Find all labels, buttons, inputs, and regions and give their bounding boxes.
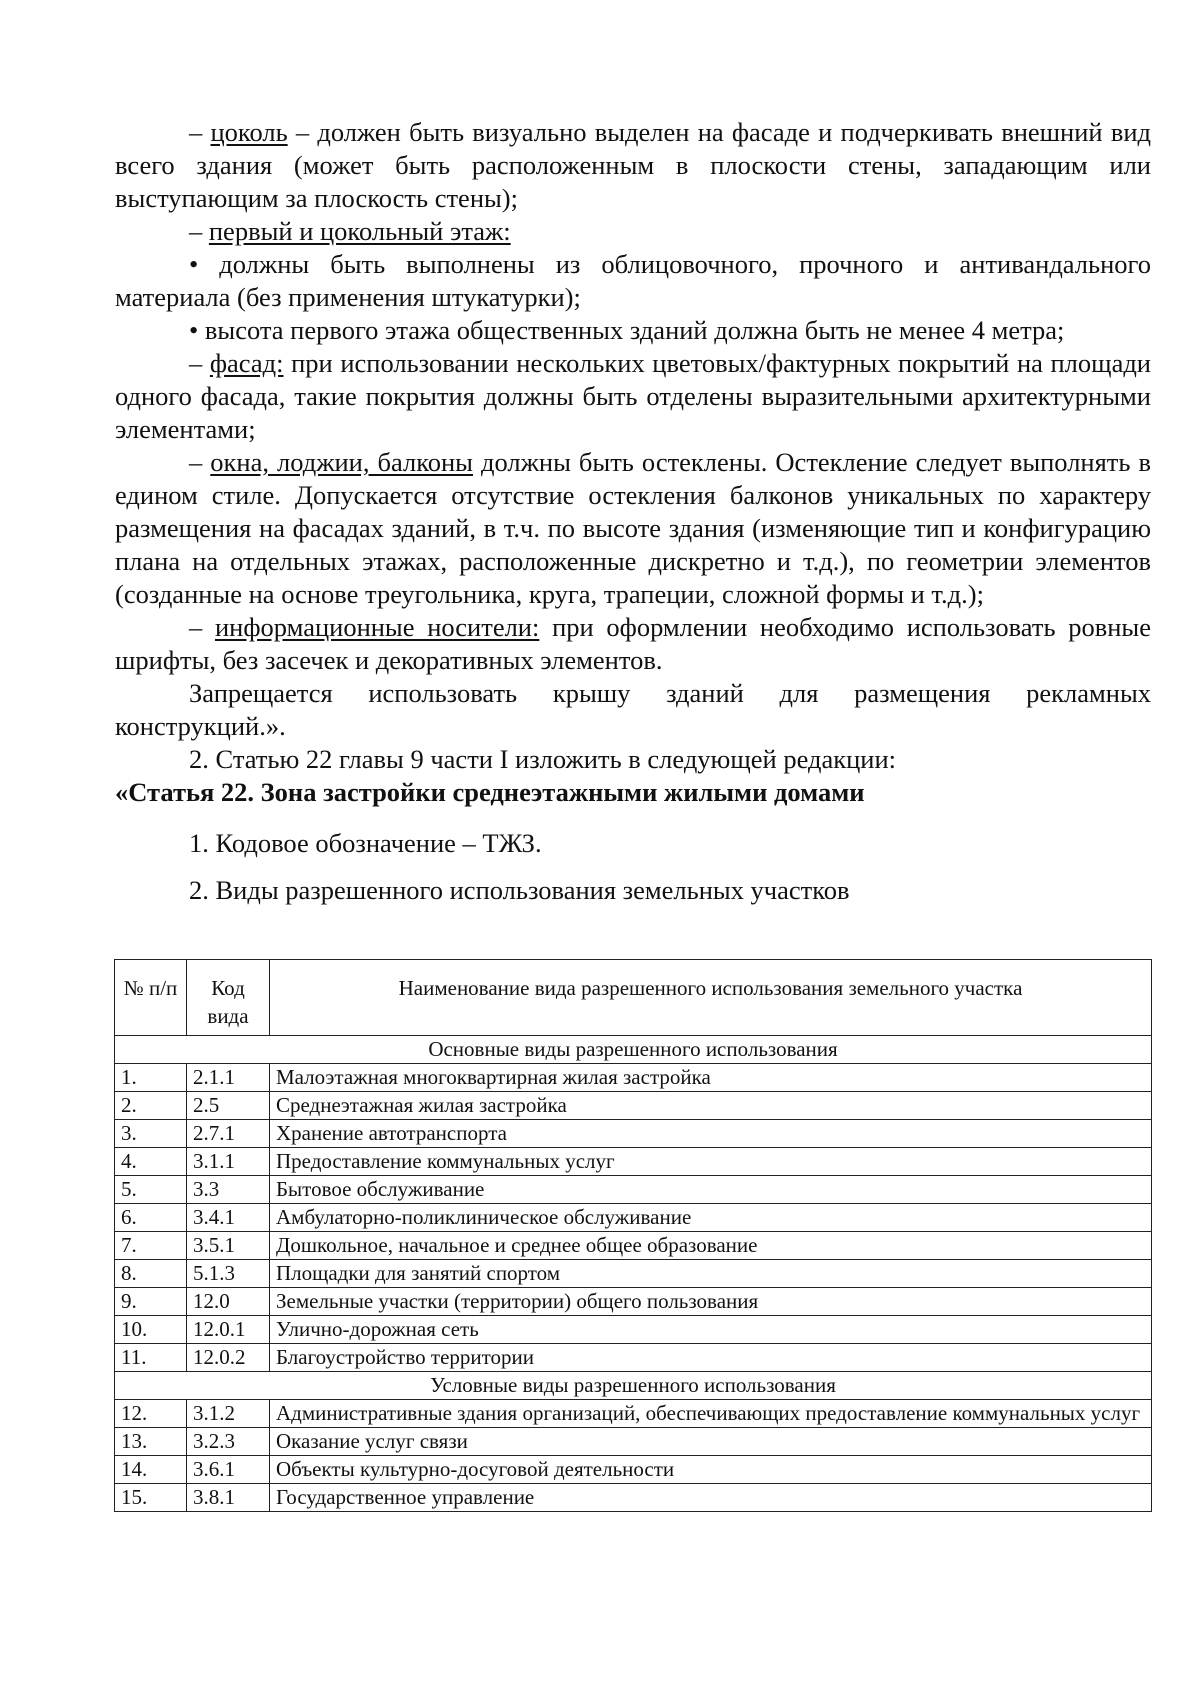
table-row	[115, 1316, 1152, 1344]
table-row	[115, 1260, 1152, 1288]
table-row	[115, 1344, 1152, 1372]
paragraph-plinth	[115, 116, 1151, 215]
permitted-use-table	[114, 959, 1152, 1512]
dash: –	[189, 447, 211, 477]
cell-number: 12.	[115, 1400, 187, 1428]
table-row	[115, 1484, 1152, 1512]
cell-code: 12.0	[187, 1288, 270, 1316]
cell-code: 12.0.1	[187, 1316, 270, 1344]
cell-name: Амбулаторно-поликлиническое обслуживание	[270, 1204, 1152, 1232]
section-title-main: Основные виды разрешенного использования	[115, 1036, 1152, 1064]
cell-code: 3.1.1	[187, 1148, 270, 1176]
paragraph-roof-ban: Запрещается использовать крышу зданий для размещения рекламных конструкций.».	[115, 678, 1151, 741]
paragraph-info-carriers	[115, 611, 1151, 677]
cell-number: 15.	[115, 1484, 187, 1512]
cell-name: Хранение автотранспорта	[270, 1120, 1152, 1148]
bullet-floor-height: • высота первого этажа общественных зданий должна быть не менее 4 метра;	[189, 315, 1065, 345]
cell-name: Государственное управление	[270, 1484, 1152, 1512]
cell-name: Дошкольное, начальное и среднее общее образование	[270, 1232, 1152, 1260]
cell-name: Улично-дорожная сеть	[270, 1316, 1152, 1344]
cell-number: 14.	[115, 1456, 187, 1484]
cell-name: Бытовое обслуживание	[270, 1176, 1152, 1204]
term-facade: фасад:	[209, 348, 284, 378]
table-header-row	[115, 960, 1152, 1036]
header-number: № п/п	[115, 960, 187, 1036]
table-row	[115, 1204, 1152, 1232]
table-row	[115, 1232, 1152, 1260]
cell-name: Предоставление коммунальных услуг	[270, 1148, 1152, 1176]
table-row	[115, 1400, 1152, 1428]
cell-name: Земельные участки (территории) общего пользования	[270, 1288, 1152, 1316]
cell-code: 2.5	[187, 1092, 270, 1120]
item-permitted-uses: 2. Виды разрешенного использования земельных участков	[189, 875, 850, 905]
dash: –	[189, 348, 210, 378]
cell-name: Оказание услуг связи	[270, 1428, 1152, 1456]
bullet-facing-material: • должны быть выполнены из облицовочного, прочного и антивандального материала (без применения штукатурки);	[115, 249, 1151, 312]
cell-code: 12.0.2	[187, 1344, 270, 1372]
cell-code: 3.1.2	[187, 1400, 270, 1428]
paragraph-text: должны быть остеклены. Остекление следует выполнять в едином стиле. Допускается отсутствие остекления балконов уникальных по характеру размещения на фасадах зданий, в т.ч. по высоте здания (изменяющие тип и конфигурацию плана на отдельных этажах, расположенные дискретно и т.д.), по геометрии элементов (созданные на основе треугольника, круга, трапеции, сложной формы и т.д.);	[115, 447, 1152, 609]
table-row	[115, 1176, 1152, 1204]
table-row	[115, 1428, 1152, 1456]
cell-number: 2.	[115, 1092, 187, 1120]
document-body	[115, 116, 1151, 907]
cell-code: 3.8.1	[187, 1484, 270, 1512]
paragraph-first-floor	[115, 215, 1151, 248]
term-windows: окна, лоджии, балконы	[210, 447, 473, 477]
paragraph-facade	[115, 347, 1151, 446]
cell-name: Малоэтажная многоквартирная жилая застройка	[270, 1064, 1152, 1092]
section-row-conditional	[115, 1372, 1152, 1400]
dash: –	[189, 117, 211, 147]
cell-number: 7.	[115, 1232, 187, 1260]
cell-number: 13.	[115, 1428, 187, 1456]
cell-code: 3.4.1	[187, 1204, 270, 1232]
cell-code: 3.2.3	[187, 1428, 270, 1456]
cell-code: 2.7.1	[187, 1120, 270, 1148]
header-name: Наименование вида разрешенного использования земельного участка	[270, 960, 1152, 1036]
section-title-conditional: Условные виды разрешенного использования	[115, 1372, 1152, 1400]
term-plinth: цоколь	[210, 117, 288, 147]
header-code: Код вида	[187, 960, 270, 1036]
cell-number: 11.	[115, 1344, 187, 1372]
term-info-carriers: информационные носители:	[214, 612, 540, 642]
cell-number: 10.	[115, 1316, 187, 1344]
cell-code: 2.1.1	[187, 1064, 270, 1092]
cell-number: 1.	[115, 1064, 187, 1092]
article-heading: «Статья 22. Зона застройки среднеэтажными жилыми домами	[115, 777, 865, 807]
cell-name: Площадки для занятий спортом	[270, 1260, 1152, 1288]
table-row	[115, 1148, 1152, 1176]
paragraph-text: – должен быть визуально выделен на фасаде и подчеркивать внешний вид всего здания (может быть расположенным в плоскости стены, западающим или выступающим за плоскость стены);	[115, 117, 1152, 213]
dash: –	[189, 612, 215, 642]
table-row	[115, 1288, 1152, 1316]
cell-number: 9.	[115, 1288, 187, 1316]
cell-number: 4.	[115, 1148, 187, 1176]
cell-name: Объекты культурно-досуговой деятельности	[270, 1456, 1152, 1484]
table-row	[115, 1120, 1152, 1148]
paragraph-windows	[115, 446, 1151, 611]
paragraph-amendment: 2. Статью 22 главы 9 части I изложить в следующей редакции:	[189, 744, 897, 774]
table-row	[115, 1092, 1152, 1120]
table-row	[115, 1456, 1152, 1484]
dash: –	[189, 216, 209, 246]
paragraph-text: при оформлении необходимо использовать ровные шрифты, без засечек и декоративных элементов.	[115, 612, 1151, 675]
cell-number: 8.	[115, 1260, 187, 1288]
cell-name: Среднеэтажная жилая застройка	[270, 1092, 1152, 1120]
cell-code: 3.3	[187, 1176, 270, 1204]
cell-number: 3.	[115, 1120, 187, 1148]
cell-name: Административные здания организаций, обеспечивающих предоставление коммунальных услуг	[270, 1400, 1152, 1428]
term-first-floor: первый и цокольный этаж:	[208, 216, 511, 246]
table-row	[115, 1064, 1152, 1092]
cell-code: 5.1.3	[187, 1260, 270, 1288]
item-code: 1. Кодовое обозначение – ТЖЗ.	[189, 828, 542, 858]
paragraph-text: при использовании нескольких цветовых/фактурных покрытий на площади одного фасада, такие покрытия должны быть отделены выразительными архитектурными элементами;	[115, 348, 1151, 444]
section-row-main	[115, 1036, 1152, 1064]
cell-number: 6.	[115, 1204, 187, 1232]
cell-number: 5.	[115, 1176, 187, 1204]
cell-code: 3.6.1	[187, 1456, 270, 1484]
cell-name: Благоустройство территории	[270, 1344, 1152, 1372]
cell-code: 3.5.1	[187, 1232, 270, 1260]
